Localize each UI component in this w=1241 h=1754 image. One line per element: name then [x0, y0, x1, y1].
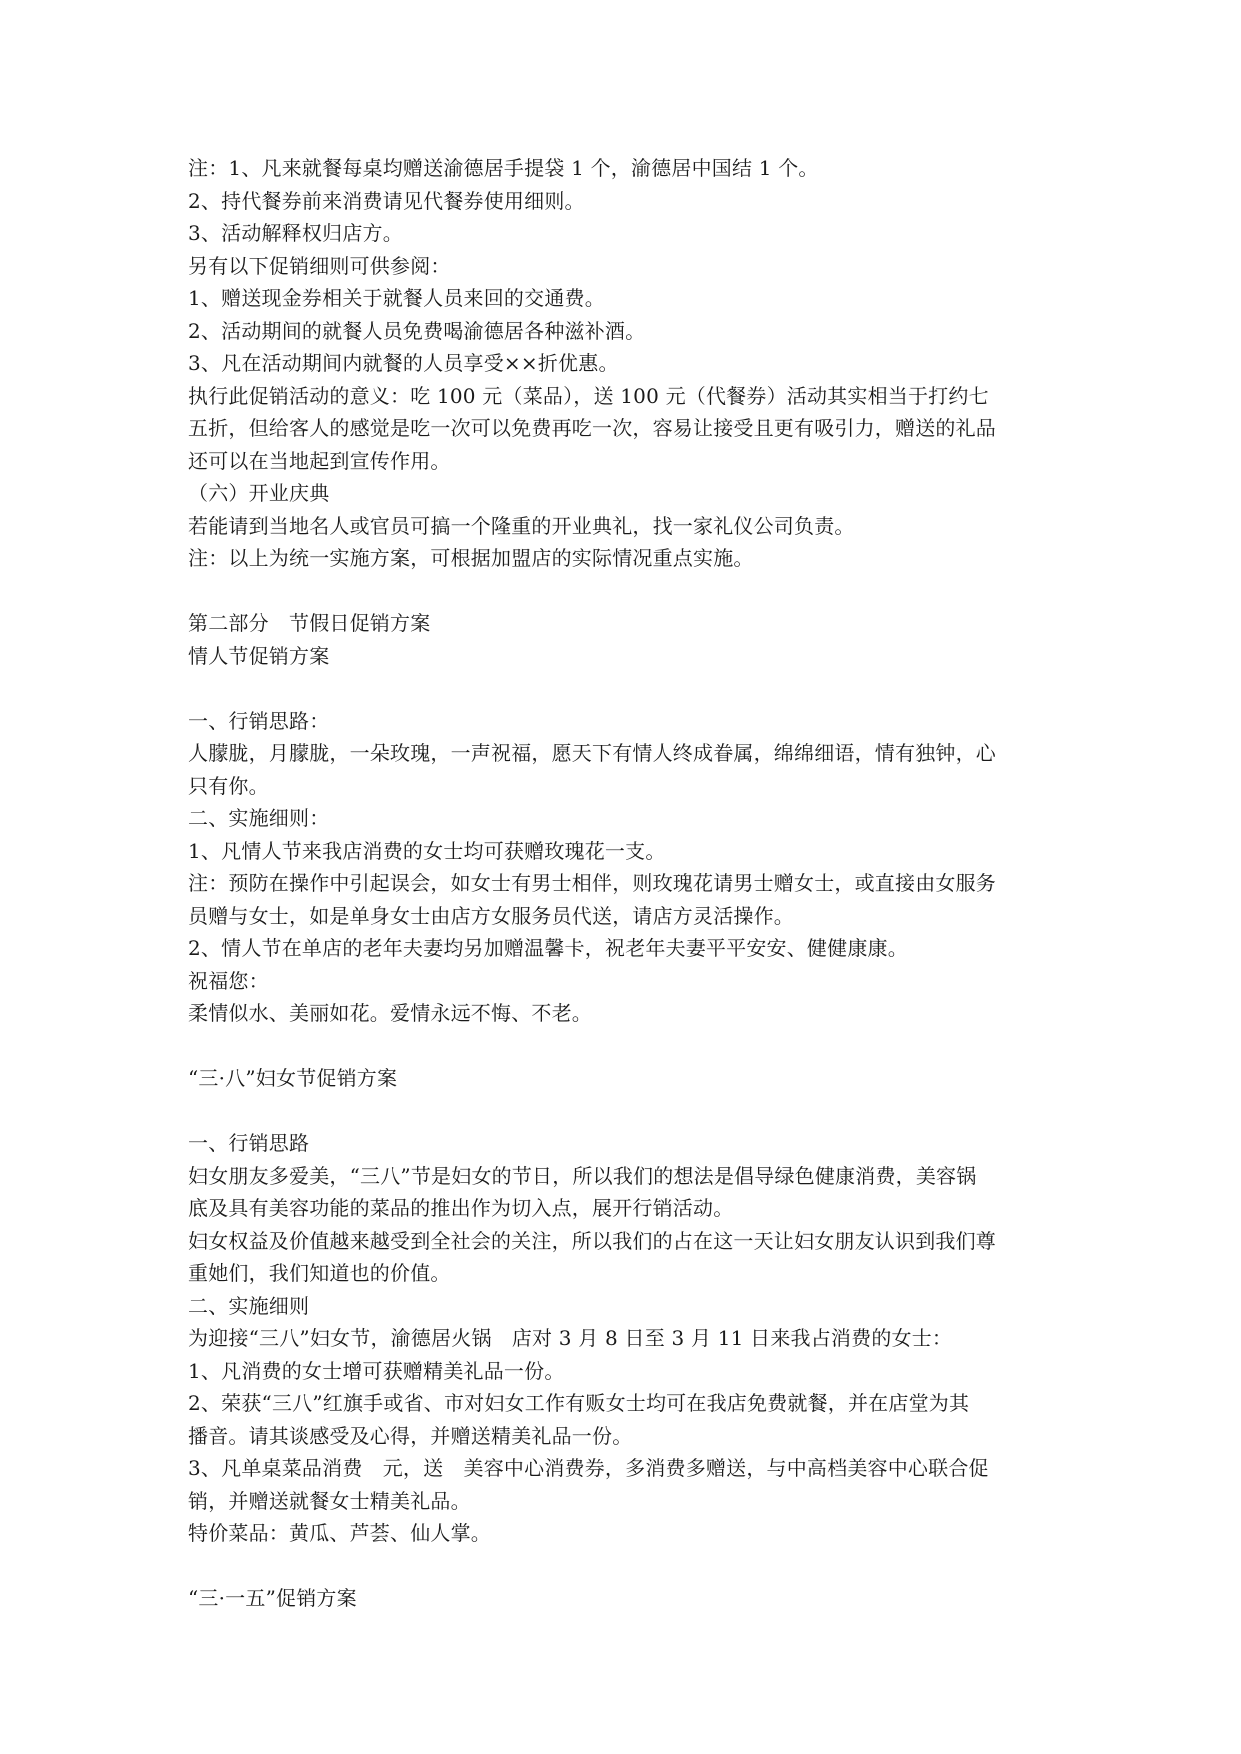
text-line: 情人节促销方案 — [188, 643, 330, 668]
text-line: 2、荣获“三八”红旗手或省、市对妇女工作有贩女士均可在我店免费就餐，并在店堂为其 — [188, 1391, 970, 1415]
text-line: 1、凡情人节来我店消费的女士均可获赠玫瑰花一支。 — [188, 838, 666, 863]
document-page — [188, 152, 1060, 1615]
text-line: （六）开业庆典 — [188, 481, 330, 505]
text-line: 2、情人节在单店的老年夫妻均另加赠温馨卡，祝老年夫妻平平安安、健健康康。 — [188, 936, 908, 960]
text-line: 销，并赠送就餐女士精美礼品。 — [188, 1488, 471, 1513]
text-line: 第二部分 节假日促销方案 — [188, 611, 431, 635]
blank-line — [188, 1030, 1060, 1063]
text-line: 若能请到当地名人或官员可搞一个隆重的开业典礼，找一家礼仪公司负责。 — [188, 513, 855, 538]
text-line: 妇女权益及价值越来越受到全社会的关注，所以我们的占在这一天让妇女朋友认识到我们尊 — [188, 1228, 996, 1253]
text-line: 柔情似水、美丽如花。爱情永远不悔、不老。 — [188, 1001, 592, 1025]
text-line: 2、活动期间的就餐人员免费喝渝德居各种滋补酒。 — [188, 318, 646, 343]
text-line: 一、行销思路： — [188, 708, 330, 733]
blank-line — [188, 1550, 1060, 1583]
text-line: 为迎接“三八”妇女节，渝德居火锅 店对 3 月 8 日至 3 月 11 日来我占消费的女士： — [188, 1326, 953, 1350]
text-line: 另有以下促销细则可供参阅： — [188, 253, 451, 278]
text-line: 五折，但给客人的感觉是吃一次可以免费再吃一次，容易让接受且更有吸引力，赠送的礼品 — [188, 416, 996, 440]
text-line: 特价菜品：黄瓜、芦荟、仙人掌。 — [188, 1521, 491, 1545]
text-line: 播音。请其谈感受及心得，并赠送精美礼品一份。 — [188, 1423, 633, 1448]
text-line: 1、赠送现金券相关于就餐人员来回的交通费。 — [188, 286, 605, 310]
text-line: 底及具有美容功能的菜品的推出作为切入点，展开行销活动。 — [188, 1196, 734, 1220]
text-line: 员赠与女士，如是单身女士由店方女服务员代送，请店方灵活操作。 — [188, 903, 794, 928]
text-line: 注：1、凡来就餐每桌均赠送渝德居手提袋 1 个，渝德居中国结 1 个。 — [188, 156, 819, 180]
text-line: 3、凡在活动期间内就餐的人员享受××折优惠。 — [188, 351, 619, 375]
text-line: 执行此促销活动的意义：吃 100 元（菜品），送 100 元（代餐券）活动其实相当于打约七 — [188, 383, 989, 408]
text-line: 重她们，我们知道也的价值。 — [188, 1261, 451, 1285]
blank-line — [188, 1095, 1060, 1128]
text-line: 祝福您： — [188, 968, 269, 993]
blank-line — [188, 672, 1060, 705]
text-line: 1、凡消费的女士增可获赠精美礼品一份。 — [188, 1358, 565, 1383]
text-line: 人朦胧，月朦胧，一朵玫瑰，一声祝福，愿天下有情人终成眷属，绵绵细语，情有独钟，心 — [188, 741, 996, 765]
text-line: “三·八”妇女节促销方案 — [188, 1066, 398, 1090]
text-line: 还可以在当地起到宣传作用。 — [188, 448, 451, 473]
text-line: 妇女朋友多爱美，“三八”节是妇女的节日，所以我们的想法是倡导绿色健康消费，美容锅 — [188, 1163, 977, 1188]
text-line: 注：以上为统一实施方案，可根据加盟店的实际情况重点实施。 — [188, 546, 754, 570]
text-line: 3、凡单桌菜品消费 元，送 美容中心消费券，多消费多赠送，与中高档美容中心联合促 — [188, 1456, 989, 1480]
text-line: 只有你。 — [188, 773, 269, 798]
blank-line — [188, 575, 1060, 608]
text-line: “三·一五”促销方案 — [188, 1586, 357, 1610]
text-line: 一、行销思路 — [188, 1131, 310, 1155]
text-line: 注：预防在操作中引起误会，如女士有男士相伴，则玫瑰花请男士赠女士，或直接由女服务 — [188, 871, 996, 895]
text-line: 3、活动解释权归店方。 — [188, 221, 403, 245]
text-line: 2、持代餐券前来消费请见代餐券使用细则。 — [188, 188, 585, 213]
text-line: 二、实施细则： — [188, 806, 330, 830]
text-line: 二、实施细则 — [188, 1293, 310, 1318]
